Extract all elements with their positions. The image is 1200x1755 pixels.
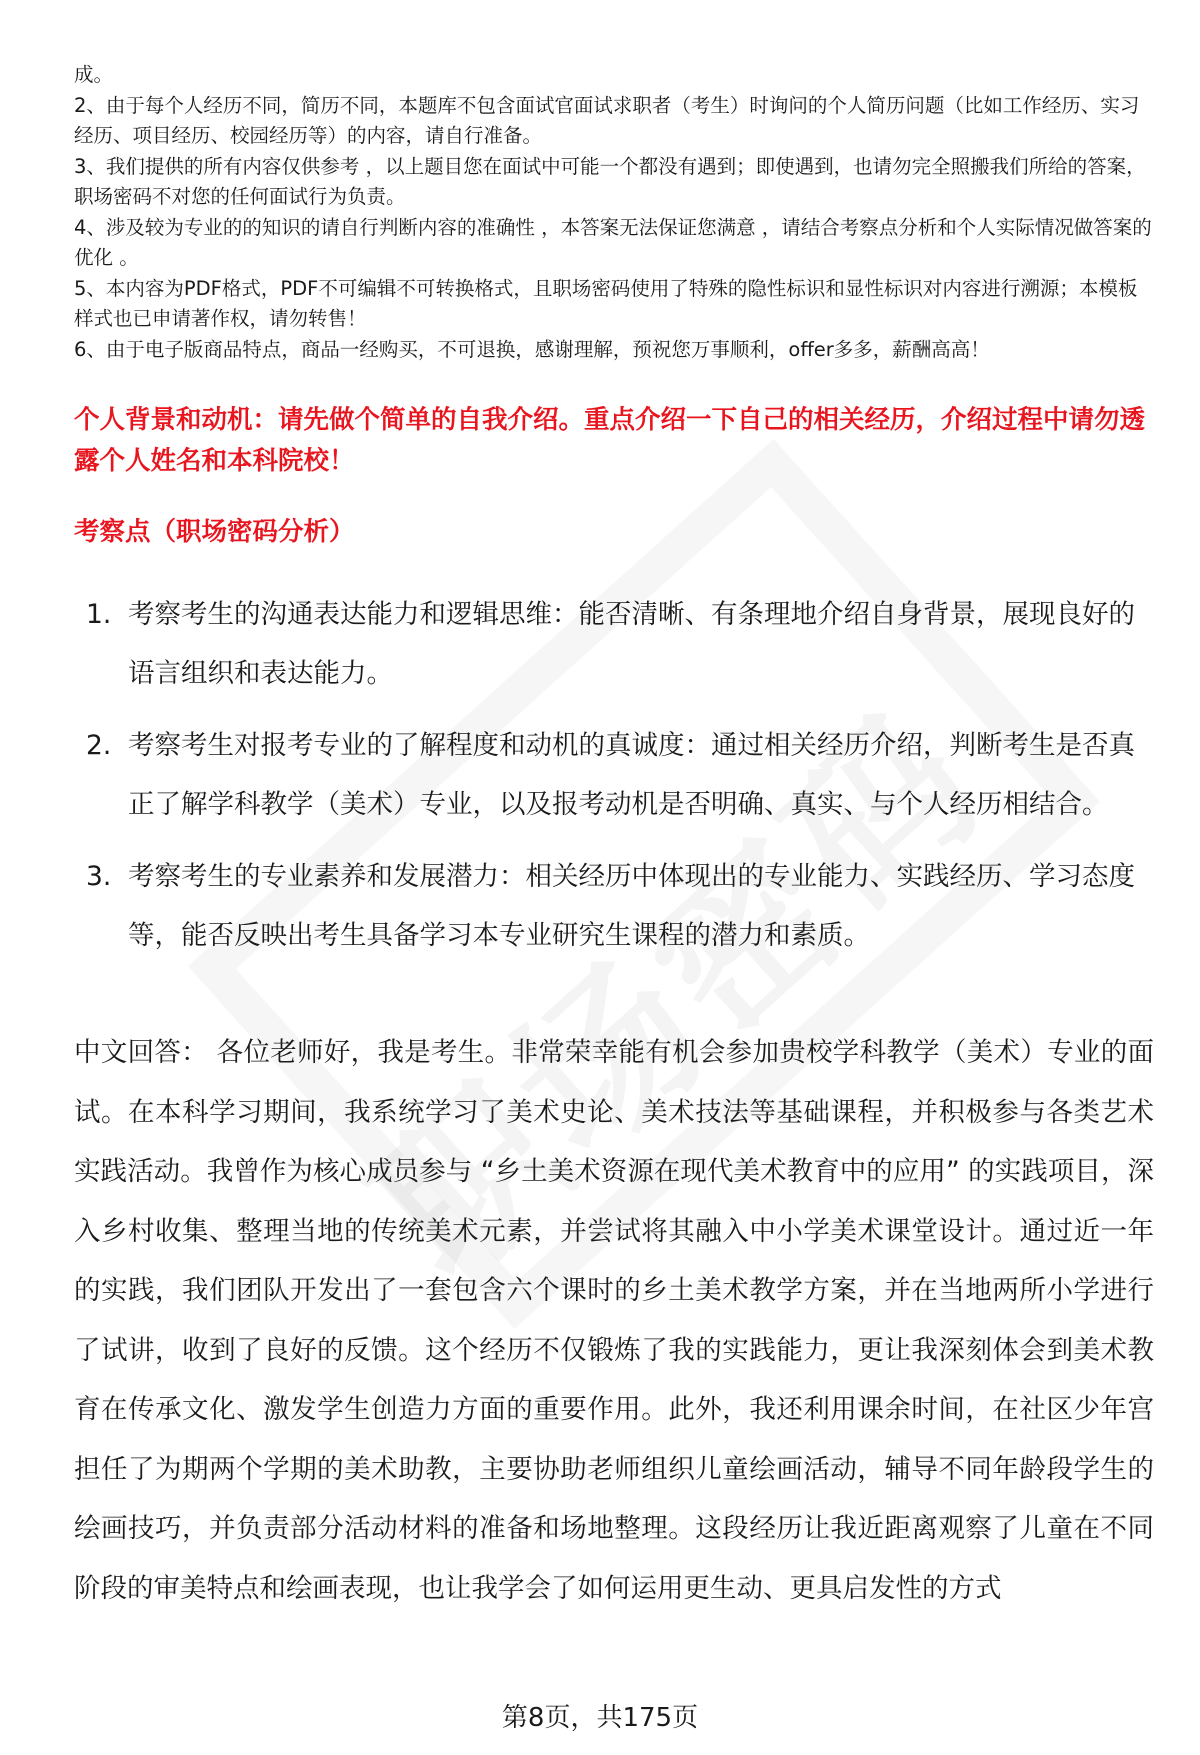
analysis-point [74,585,1154,703]
note-item: 5、本内容为PDF格式，PDF不可编辑不可转换格式，且职场密码使用了特殊的隐性标识和显性标识对内容进行溯源；本模板样式也已申请著作权，请勿转售！ [74,276,1138,330]
note-item: 成。 [74,63,114,86]
interview-question: 个人背景和动机：请先做个简单的自我介绍。重点介绍一下自己的相关经历，介绍过程中请勿透露个人姓名和本科院校！ [74,405,1146,476]
point-text: 考察考生的沟通表达能力和逻辑思维：能否清晰、有条理地介绍自身背景，展现良好的语言组织和表达能力。 [128,599,1135,689]
note-item: 2、由于每个人经历不同，简历不同，本题库不包含面试官面试求职者（考生）时询问的个人简历问题（比如工作经历、实习经历、项目经历、校园经历等）的内容，请自行准备。 [74,93,1140,147]
point-text: 考察考生的专业素养和发展潜力：相关经历中体现出的专业能力、实践经历、学习态度等，能否反映出考生具备学习本专业研究生课程的潜力和素质。 [128,861,1135,951]
page-number: 第8页，共175页 [501,1703,699,1733]
note-item: 6、由于电子版商品特点，商品一经购买，不可退换，感谢理解，预祝您万事顺利，offer多多，薪酬高高！ [74,337,990,361]
analysis-point [74,847,1154,965]
analysis-title: 考察点（职场密码分析） [74,517,355,547]
note-item: 3、我们提供的所有内容仅供参考 ，以上题目您在面试中可能一个都没有遇到；即使遇到，也请勿完全照搬我们所给的答案，职场密码不对您的任何面试行为负责。 [74,154,1146,208]
point-number: 2. [86,730,112,761]
chinese-answer: 中文回答： 各位老师好，我是考生。非常荣幸能有机会参加贵校学科教学（美术）专业的面试。在本科学习期间，我系统学习了美术史论、美术技法等基础课程，并积极参与各类艺术实践活动。我曾作为核心成员参与 “乡土美术资源在现代美术教育中的应用” 的实践项目，深入乡村收集、整理当地的传统美术元素，并尝试将其融入中小学美术课堂设计。通过近一年的实践，我们团队开发出了一套包含六个课时的乡土美术教学方案，并在当地两所小学进行了试讲，收到了良好的反馈。这个经历不仅锻炼了我的实践能力，更让我深刻体会到美术教育在传承文化、激发学生创造力方面的重要作用。此外，我还利用课余时间，在社区少年宫担任了为期两个学期的美术助教，主要协助老师组织儿童绘画活动，辅导不同年龄段学生的绘画技巧，并负责部分活动材料的准备和场地整理。这段经历让我近距离观察了儿童在不同阶段的审美特点和绘画表现，也让我学会了如何运用更生动、更具启发性的方式 [74,1037,1154,1604]
analysis-point [74,716,1154,834]
analysis-points [74,585,1154,978]
point-number: 1. [86,599,112,630]
note-item: 4、涉及较为专业的的知识的请自行判断内容的准确性 ，本答案无法保证您满意 ，请结合考察点分析和个人实际情况做答案的优化 。 [74,215,1152,269]
disclaimer-notes [74,60,1154,365]
point-text: 考察考生对报考专业的了解程度和动机的真诚度：通过相关经历介绍，判断考生是否真正了解学科教学（美术）专业，以及报考动机是否明确、真实、与个人经历相结合。 [128,730,1135,820]
point-number: 3. [86,861,112,892]
